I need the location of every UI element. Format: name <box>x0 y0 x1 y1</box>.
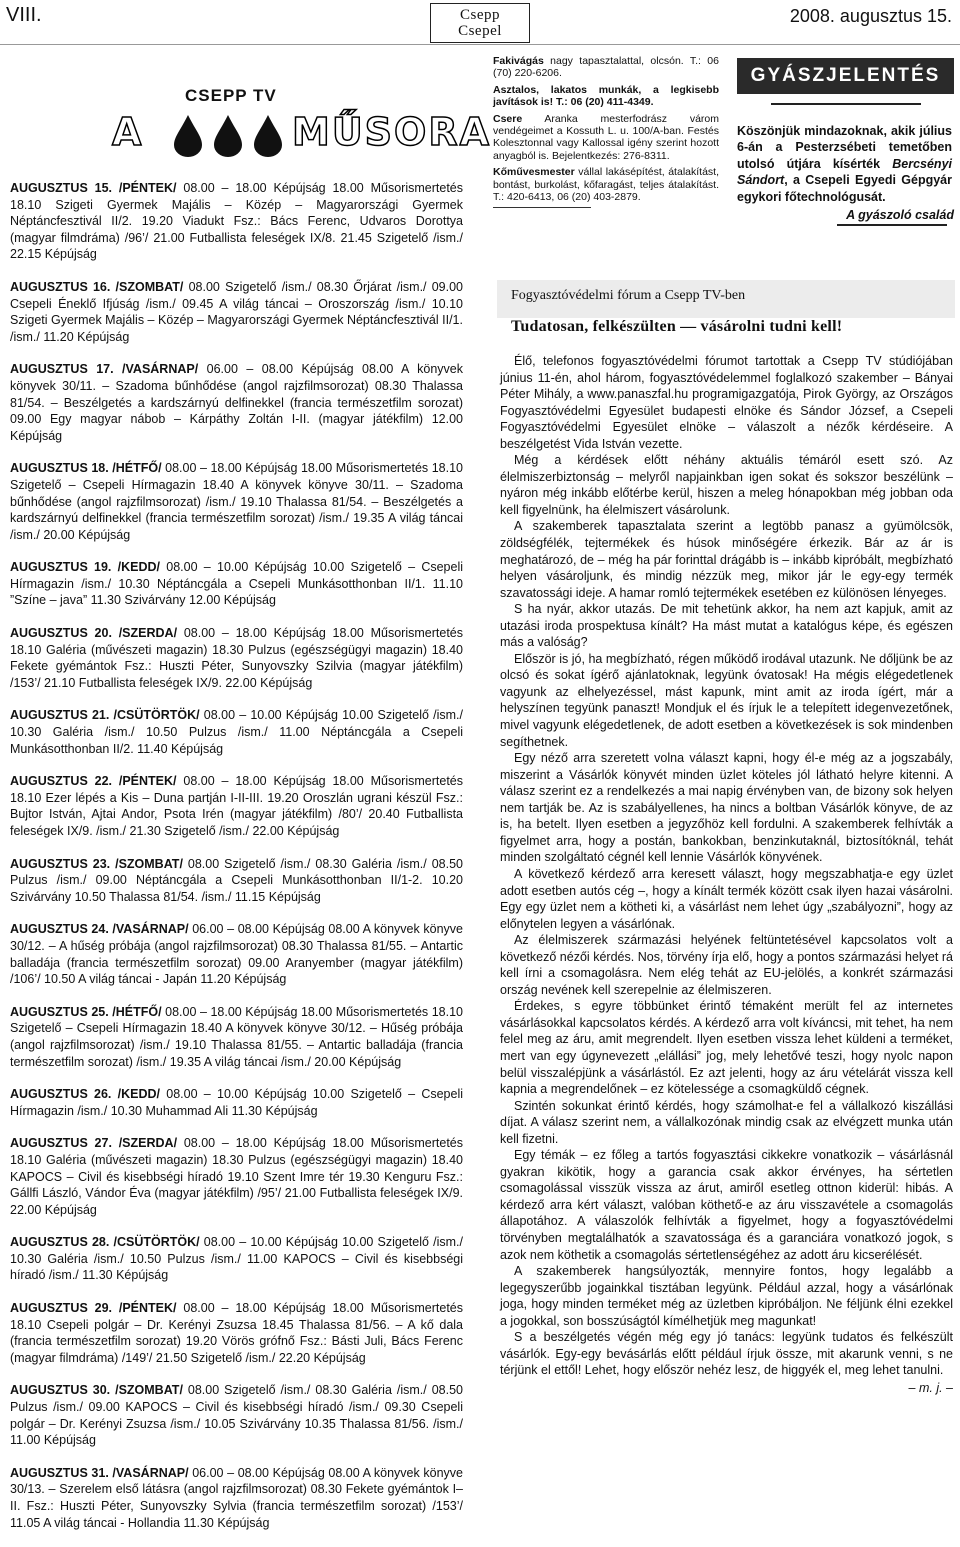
program-day <box>10 773 463 839</box>
program-day-schedule: 08.00 – 18.00 Képújság 18.00 Műsorismertetés 18.10 Ezer lépés a Kis – Duna partján I-II-III. 19.20 Oroszlán ugrani készül Fsz.: Bujtor István, Ajtai Andor, Psota Irén (magyar játékfilm) /80’/ 20.40 Futballista feleségek IX/9. /ism./ 21.30 Szigetelő /ism./ 22.00 Képújság <box>10 774 464 838</box>
article-paragraph: S ha nyár, akkor utazás. De mit tehetünk akkor, ha nem azt kapjuk, amit az utazási iroda prospektusa kínált? Ha mást mutat a katalógus képe, és egészen más a valóság? <box>500 602 953 650</box>
ads-end-rule <box>493 207 591 208</box>
article-paragraph: Élő, telefonos fogyasztóvédelmi fórumot tartottak a Csepp TV stúdiójában június 11-én, ahol három, fogyasztóvédelemmel foglalkozó szakember – Bányai Péter Mihály, a www.panaszfal.hu programigazgatója, Pirok György, az Országos Fogyasztóvédelmi Egyesület budapesti elnöke és Sándor József, a Csepeli Fogyasztóvédelmi Egyesület elnöke – válaszolt a nézők kérdéseire. A beszélgetést Vida István vezette. <box>500 354 953 451</box>
program-day-label: AUGUSZTUS 20. /SZERDA/ <box>10 626 178 641</box>
program-day-schedule: 06.00 – 08.00 Képújság 08.00 A könyvek könyvek 30/11. – Szadoma bűnhődése (angol rajzfilmsorozat) 08.30 Thalassa 81/54. – Beszélgetés a kardszárnyú delfinekkel (francia természetfilm sorozat) 09.00 Egy magyar nábob – Kárpáthy Zoltán I-II. (magyar játékfilm) 12.00 Képújság <box>10 362 464 443</box>
forum-title: Tudatosan, felkészülten — vásárolni tudni kell! <box>511 318 843 335</box>
program-day-schedule: 08.00 Szigetelő /ism./ 08.30 Őrjárat /ism./ 09.00 Csepeli Éneklő Ifjúság /ism./ 09.45 A világ táncai – Oroszország /ism./ 10.10 Szigeti Gyermek Majális – Közép – Magyarországi Gyermek Néptáncfesztivál II/1. /ism./ 11.20 Képújság <box>10 279 463 344</box>
program-day-label: AUGUSZTUS 25. /HÉTFŐ/ <box>10 1004 162 1019</box>
masthead-line1: Csepp <box>460 7 500 23</box>
mourning-notice <box>737 58 954 226</box>
program-day-schedule: 06.00 – 08.00 Képújság 08.00 A könyvek könyve 30/13. – Szerelem első látásra (angol rajzfilmsorozat) 08.30 Fekete gyémántok I–II. Fsz.: Huszti Péter, Sunyovszky Sylvia (francia természetfilm sorozat) /153’/ 11.05 A világ táncai - Hollandia 11.30 Képújság <box>10 1465 464 1530</box>
program-day <box>10 1004 463 1070</box>
ad-keyword: Fakivágás <box>493 55 544 67</box>
program-day-schedule: 08.00 – 10.00 Képújság 10.00 Szigetelő – Csepeli Hírmagazin /ism./ 10.30 Muhammad Ali 11.30 Képújság <box>10 1087 464 1118</box>
drops-icon <box>168 113 288 158</box>
program-day-schedule: 08.00 – 10.00 Képújság 10.00 Szigetelő – Csepeli Hírmagazin /ism./ 10.30 Néptáncgála a Csepeli Munkásotthonban II/1. 11.10 ”Színe – java” 11.30 Szivárvány 12.00 Képújság <box>10 560 464 608</box>
program-day-schedule: 08.00 Szigetelő /ism./ 08.30 Galéria /ism./ 08.50 Pulzus /ism./ 09.00 Néptáncgála a Csepeli Munkásotthonban II/1-2. 10.20 Szivárvány 10.50 Thalassa 81/54. /ism./ 11.15 Képújság <box>10 856 463 904</box>
program-day-schedule: 08.00 – 18.00 Képújság 18.00 Műsorismertetés 18.10 Galéria (művészeti magazin) 18.30 Pulzus (egészségügyi magazin) 18.40 Fekete gyémántok Fsz.: Huszti Péter, Sunyovszky Szilvia (magyar játékfilm) /153’/ 21.10 Futballista feleségek IX/9. 22.00 Képújság <box>10 626 464 690</box>
program-day-label: AUGUSZTUS 21. /CSÜTÖRTÖK/ <box>10 708 200 723</box>
article-paragraph: Először is jó, ha megbízható, régen működő irodával utazunk. Ne dőljünk be az olcsó és sokat ígérő ajánlatoknak, legyünk óvatosak! Ha mégis elégedetlenek vagyunk az elhelyezéssel, mást kapunk, mint amit az iroda ígért, már a helyszínen tegyünk panaszt! Mondjuk el és írjuk le a telepített idegenvezetőnek, mivel vagyunk elégedetlenek, de adott esetben a következések is sok mindenben segíthetnek. <box>500 651 953 749</box>
forum-subtitle: Fogyasztóvédelmi fórum a Csepp TV-ben <box>511 288 746 303</box>
article-signature: – m. j. – <box>908 1380 953 1395</box>
program-day <box>10 180 463 263</box>
mourning-signature: A gyászoló család <box>846 208 954 222</box>
tv-logo <box>40 58 492 168</box>
classified-ad <box>493 166 719 203</box>
ad-text: nagy tapasztalattal, olcsón. T.: 06 (70) 220-6206. <box>493 55 719 80</box>
logo-right-text: MŰSORA <box>292 110 492 154</box>
program-day <box>10 279 463 345</box>
header-divider <box>0 44 960 45</box>
program-day <box>10 559 463 609</box>
program-day-label: AUGUSZTUS 16. /SZOMBAT/ <box>10 279 184 294</box>
program-day <box>10 1234 463 1284</box>
program-day-label: AUGUSZTUS 17. /VASÁRNAP/ <box>10 362 199 377</box>
article-paragraph: Az élelmiszerek származási helyének feltüntetésével kapcsolatos volt a következő nézői kérdés. Nos, törvény írja elő, hogy a pontos származási helyet rá kell írni a csomagolásra. Nem elég tehát az EU-jelölés, a konkrét származási ország nevének kell szerepelnie az élelmiszeren. <box>500 933 953 997</box>
program-day-label: AUGUSZTUS 27. /SZERDA/ <box>10 1136 178 1151</box>
program-day-schedule: 08.00 – 18.00 Képújság 18.00 Műsorismertetés 18.10 Szigeti Gyermek Majális – Közép – Magyarországi Gyermek Néptáncfesztivál II/2. 19.20 Viadukt Fsz.: Bács Ferenc, Udvaros Dorottya (magyar filmdráma) /96’/ 21.00 Futballista feleségek IX/8. 21.45 Szigetelő /ism./ 22.15 Képújság <box>10 181 464 262</box>
program-day-label: AUGUSZTUS 26. /KEDD/ <box>10 1087 161 1102</box>
program-day <box>10 1382 463 1448</box>
program-day <box>10 361 463 444</box>
article-paragraph: Egy témák – ez főleg a tartós fogyasztási cikkekre vonatkozik – vásárlásnál gyakran kikötik, hogy a garancia csak akkor érvényes, ha sértetlen csomagolással visszük vissza az árut, amiről esetleg ottnon kiderül: hibás. A kérdező arra kért választ, valóban köthető-e az áru visszavétele a csomagolás állapotához. A válaszolók felhívták a figyelmet, hogy a fogyasztóvédelmi törvényben megtalálhatók a szavatossága és a garanciára vonatkozó jogok, s azok nem köthetik a csomagolás sértetlenségéhez az adott áru kicserélését. <box>500 1148 953 1262</box>
article-paragraph: A szakemberek tapasztalata szerint a legtöbb panasz a gyümölcsök, zöldségfélék, tejtermékek és húsok minőségére érkezik. Bár az ár is meghatározó, de – még ha pár forinttal drágább is – inkább kipróbált, megbízható helyen vásároljunk, és mindig nézzük meg, mikor jár le egy-egy termék szavatossági ideje. A hamar romló tejtermékek esetében ez különösen lényeges. <box>500 519 953 600</box>
ad-keyword: Kőművesmester <box>493 166 575 179</box>
program-day <box>10 707 463 757</box>
masthead <box>430 3 530 43</box>
program-day <box>10 1300 463 1366</box>
program-day-label: AUGUSZTUS 31. /VASÁRNAP/ <box>10 1465 189 1480</box>
program-day-label: AUGUSZTUS 19. /KEDD/ <box>10 560 161 575</box>
classified-ads <box>493 55 719 208</box>
article-paragraph: A következő kérdező arra keresett választ, hogy megszabhatja-e egy üzlet adott esetben autós cég –, hogy a kínált termék között csak ilyen hazai vásárolni. Egy egy üzlet nem a kötheti ki, a vásárlást nem lehet úgy „szabályozni”, hogy az előnytelen legyen a vásárlónak. <box>500 866 953 931</box>
logo-small-text: CSEPP TV <box>185 86 277 105</box>
ad-keyword: Asztalos, lakatos munkák, a legkisebb javítások is! T.: 06 (20) 411-4349. <box>493 83 719 109</box>
mourning-text <box>737 123 954 206</box>
mourning-name: Bercsényi Sándort <box>737 156 952 187</box>
program-day-label: AUGUSZTUS 22. /PÉNTEK/ <box>10 774 177 789</box>
article-paragraph: S a beszélgetés végén még egy jó tanács: legyünk tudatos és felkészült vásárlók. Egy-egy bevásárlás előtt például írjuk össze, mit akarunk venni, s ne térjünk el ettől! Lehet, hogy először nehéz lesz, de higgyék el, meg lehet tanulni. <box>500 1330 953 1378</box>
ad-text: Aranka mesterfodrász várom vendégeimet a Kossuth L. u. 100/A-ban. Festés Kolesztonnal vagy Kallossal igény szerint hozott anyagból is. Bejelentkezés: 276-8311. <box>493 112 719 162</box>
mourning-title: GYÁSZJELENTÉS <box>737 58 954 94</box>
classified-ad <box>493 84 719 109</box>
program-day-label: AUGUSZTUS 29. /PÉNTEK/ <box>10 1301 177 1316</box>
article-paragraph: Egy néző arra szeretett volna választ kapni, hogy él-e még az a jogszabály, miszerint a Vásárlók könyvét minden üzlet köteles jól látható helyre kitenni. A válasz szerint ez a rendelkezés a mai napig érvényben van, de bizony sok helyen nem tartják be. Az is szabályellenes, ha nincs a boltban Vásárlók könyve, de az is, ha betelt. Ilyen esetben a jegyzőhöz kell fordulni. A szakemberek felhívták a figyelmet arra, hogy a postán, bankokban, benzinkutaknál, biztosítóknál, tehát minden szolgáltató cégnél kell lennie Vásárlók könyvének. <box>500 751 953 865</box>
mourning-text-before: Köszönjük mindazoknak, akik július 6-án a Pesterzsébeti temetőben utolsó útjára kísérték <box>737 123 952 171</box>
program-day <box>10 460 463 543</box>
logo-left-text: A <box>112 110 144 154</box>
mourning-divider <box>771 103 921 105</box>
article-body <box>500 353 953 1396</box>
program-day-label: AUGUSZTUS 23. /SZOMBAT/ <box>10 856 183 871</box>
article-paragraph: Érdekes, s egyre többünket érintő témaként merült fel az internetes vásárlásokkal kapcsolatos kérdés. A kérdező arra volt kíváncsi, mit tehet, ha nem felel meg az áru, amit megrendelt. Ilyen esetben vissza lehet küldeni a terméket, mert van egy úgynevezett „elállási” jog, mely lehetővé teszi, hogy nyolc napon belül visszalépjünk a vásárlástól. Ez azt jelenti, hogy az áru vételárát vissza kell kapnia a megrendelőnek – ez kötelessége a csomagküldő cégnek. <box>500 999 953 1097</box>
program-day-schedule: 08.00 – 18.00 Képújság 18.00 Műsorismertetés 18.10 Szigetelő – Csepeli Hírmagazin 18.40 A könyvek könyve 30/11. – Szadoma bűnhődése (angol rajzfilmsorozat) /ism./ 19.10 Thalassa 81/54. – Beszélgetés a kardszárnyú delfinekkel (francia természetfilm sorozat) /ism./ 19.35 A világ táncai /ism./ 20.00 Képújság <box>10 461 463 542</box>
program-day-schedule: 06.00 – 08.00 Képújság 08.00 A könyvek könyve 30/12. – A hűség próbája (angol rajzfilmsorozat) 08.30 Thalassa 81/55. – Antartic balladája (francia természetfilm sorozat) 09.00 Aranyember (magyar játékfilm) /106’/ 10.50 A világ táncai - Japán 11.20 Képújság <box>10 922 464 987</box>
page-number: VIII. <box>6 4 42 26</box>
mourning-text-after: , a Csepeli Egyedi Gépgyár egykori főtechnológusát. <box>737 173 952 204</box>
article-paragraph: Szintén sokunkat érintő kérdés, hogy számolhat-e fel a vállalkozó kiszállási díjat. A válasz szerint nem, a vállalkozónak mindig csak az elvégzett munka után kell fizetni. <box>500 1098 953 1146</box>
program-day-label: AUGUSZTUS 24. /VASÁRNAP/ <box>10 922 189 937</box>
program-day-schedule: 08.00 – 18.00 Képújság 18.00 Műsorismertetés 18.10 Csepeli polgár – Dr. Kerényi Zsuzsa 18.45 Thalassa 81/56. – A kő dala (francia természetfilm sorozat) 19.20 Vörös grófnő Fsz.: Básti Juli, Bács Ferenc (magyar filmdráma) /149’/ 21.50 Szigetelő /ism./ 22.20 Képújság <box>10 1301 464 1365</box>
program-day-label: AUGUSZTUS 30. /SZOMBAT/ <box>10 1383 183 1398</box>
issue-date: 2008. augusztus 15. <box>789 6 952 26</box>
program-day-label: AUGUSZTUS 18. /HÉTFŐ/ <box>10 461 162 476</box>
program-day <box>10 856 463 906</box>
program-day-schedule: 08.00 – 18.00 Képújság 18.00 Műsorismertetés 18.10 Galéria (művészeti magazin) 18.30 Pulzus (egészségügyi magazin) 18.40 KAPOCS – Civil és kisebbségi híradó 19.10 Szent Imre tér 19.30 Kenguru Fsz.: Gállfi László, Vándor Éva (magyar játékfilm) /95’/ 21.00 Futballista feleségek IX/9. 22.00 Képújság <box>10 1136 464 1217</box>
ad-text: vállal lakásépítést, átalakítást, bontást, burkolást, kőfaragást, teljes átalakítást. T.: 420-6413, 06 (20) 403-2879. <box>493 166 719 204</box>
program-day <box>10 1086 463 1119</box>
ad-keyword: Csere <box>493 112 523 125</box>
program-day <box>10 1465 463 1531</box>
page-header <box>0 0 960 44</box>
program-day-schedule: 08.00 – 10.00 Képújság 10.00 Szigetelő /ism./ 10.30 Galéria /ism./ 10.50 Pulzus /ism./ 11.00 Néptáncgála a Csepeli Munkásotthonban II/2. 11.40 Képújság <box>10 708 463 756</box>
program-day-label: AUGUSZTUS 28. /CSÜTÖRTÖK/ <box>10 1235 200 1250</box>
program-day <box>10 625 463 691</box>
program-day <box>10 1135 463 1218</box>
classified-ad <box>493 55 719 80</box>
tv-program-list <box>10 180 463 1547</box>
program-day-schedule: 08.00 – 10.00 Képújság 10.00 Szigetelő /ism./ 10.30 Galéria /ism./ 10.50 Pulzus /ism./ 11.00 KAPOCS – Civil és kisebbségi híradó /ism./ 11.30 Képújság <box>10 1235 463 1283</box>
program-day <box>10 921 463 987</box>
program-day-schedule: 08.00 Szigetelő /ism./ 08.30 Galéria /ism./ 08.50 Pulzus /ism./ 09.00 KAPOCS – Civil és kisebbségi híradó /ism./ 09.30 Csepeli polgár – Dr. Kerényi Zsuzsa /ism./ 10.05 Szivárvány 10.35 Thalassa 81/56. /ism./ 11.00 Képújság <box>10 1383 463 1448</box>
program-day-label: AUGUSZTUS 15. /PÉNTEK/ <box>10 181 177 195</box>
mourning-bottom-divider <box>837 224 947 226</box>
classified-ad <box>493 113 719 163</box>
article-paragraph: Még a kérdések előtt néhány aktuális témáról esett szó. Az élelmiszerbiztonság – melyről napjainkban igen sokat és sokszor beszélünk – nyáron még inkább előtérbe kerül, hiszen a meleg hónapokban még jobban oda kell figyelnünk, ha élelmiszert vásárolunk. <box>500 453 953 517</box>
masthead-line2: Csepel <box>458 23 502 39</box>
program-day-schedule: 08.00 – 18.00 Képújság 18.00 Műsorismertetés 18.10 Szigetelő – Csepeli Hírmagazin 18.40 A könyvek könyve 30/12. – Hűség próbája (angol rajzfilmsorozat) /ism./ 19.10 Thalassa 81/55. – Antartic balladája (francia természetfilm sorozat) /ism./ 19.35 A világ táncai /ism./ 20.00 Képújság <box>10 1004 463 1069</box>
article-paragraph: A szakemberek hangsúlyozták, mennyire fontos, hogy legalább a legegyszerűbb jogainkkal tisztában legyünk. Például azzal, hogy a vásárlónak joga, hogy minden terméket még az üzletben kipróbáljon. Ne féljünk élni ezekkel a jogokkal, son bosszúságtól kímélhetjük meg magunkat! <box>500 1264 953 1328</box>
